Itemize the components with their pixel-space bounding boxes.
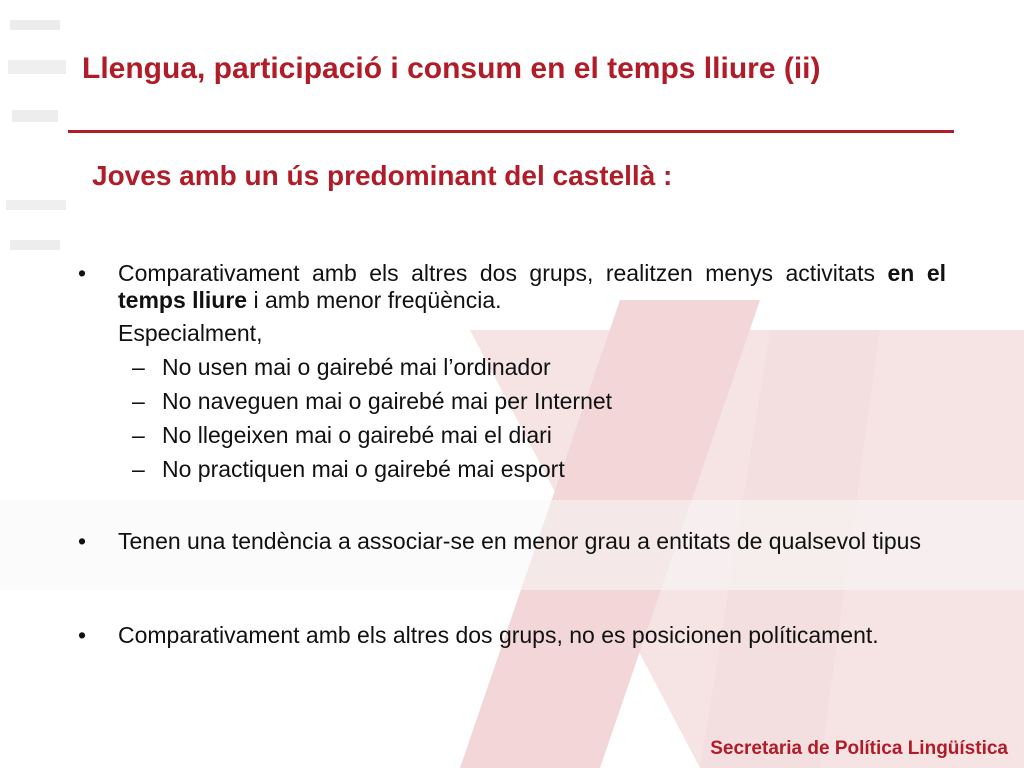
bullet-item-2 <box>78 528 946 555</box>
slide-subtitle: Joves amb un ús predominant del castellà : <box>92 160 673 191</box>
sub-item-text: No usen mai o gairebé mai l’ordinador <box>162 354 551 380</box>
bullet-marker: • <box>78 528 87 554</box>
bullet-item-1 <box>78 260 946 483</box>
sub-item-text: No naveguen mai o gairebé mai per Internet <box>162 388 613 414</box>
bullet-text: Comparativament amb els altres dos grups, realitzen menys activitats en el temps lliure i amb menor freqüència. <box>118 260 946 313</box>
sub-item <box>132 388 946 415</box>
sub-item <box>132 354 946 381</box>
bullet-marker: • <box>78 622 87 648</box>
title-divider <box>68 130 954 133</box>
footer-organization: Secretaria de Política Lingüística <box>710 738 1008 759</box>
sub-item <box>132 456 946 483</box>
dash-marker: – <box>132 388 145 414</box>
sub-item-text: No practiquen mai o gairebé mai esport <box>162 456 565 482</box>
bullet-item-3 <box>78 622 946 649</box>
dash-marker: – <box>132 422 145 448</box>
bullet-text: Comparativament amb els altres dos grups, no es posicionen políticament. <box>118 622 879 648</box>
sub-item <box>132 422 946 449</box>
dash-marker: – <box>132 354 145 380</box>
sub-item-text: No llegeixen mai o gairebé mai el diari <box>162 422 552 448</box>
bullet-text: Tenen una tendència a associar-se en menor grau a entitats de qualsevol tipus <box>118 528 921 554</box>
dash-marker: – <box>132 456 145 482</box>
slide-title: Llengua, participació i consum en el temps lliure (ii) <box>82 52 821 85</box>
bullet-continuation: Especialment, <box>118 320 263 346</box>
bullet-marker: • <box>78 260 87 286</box>
bullet-text-bold: en el temps lliure <box>118 260 946 313</box>
